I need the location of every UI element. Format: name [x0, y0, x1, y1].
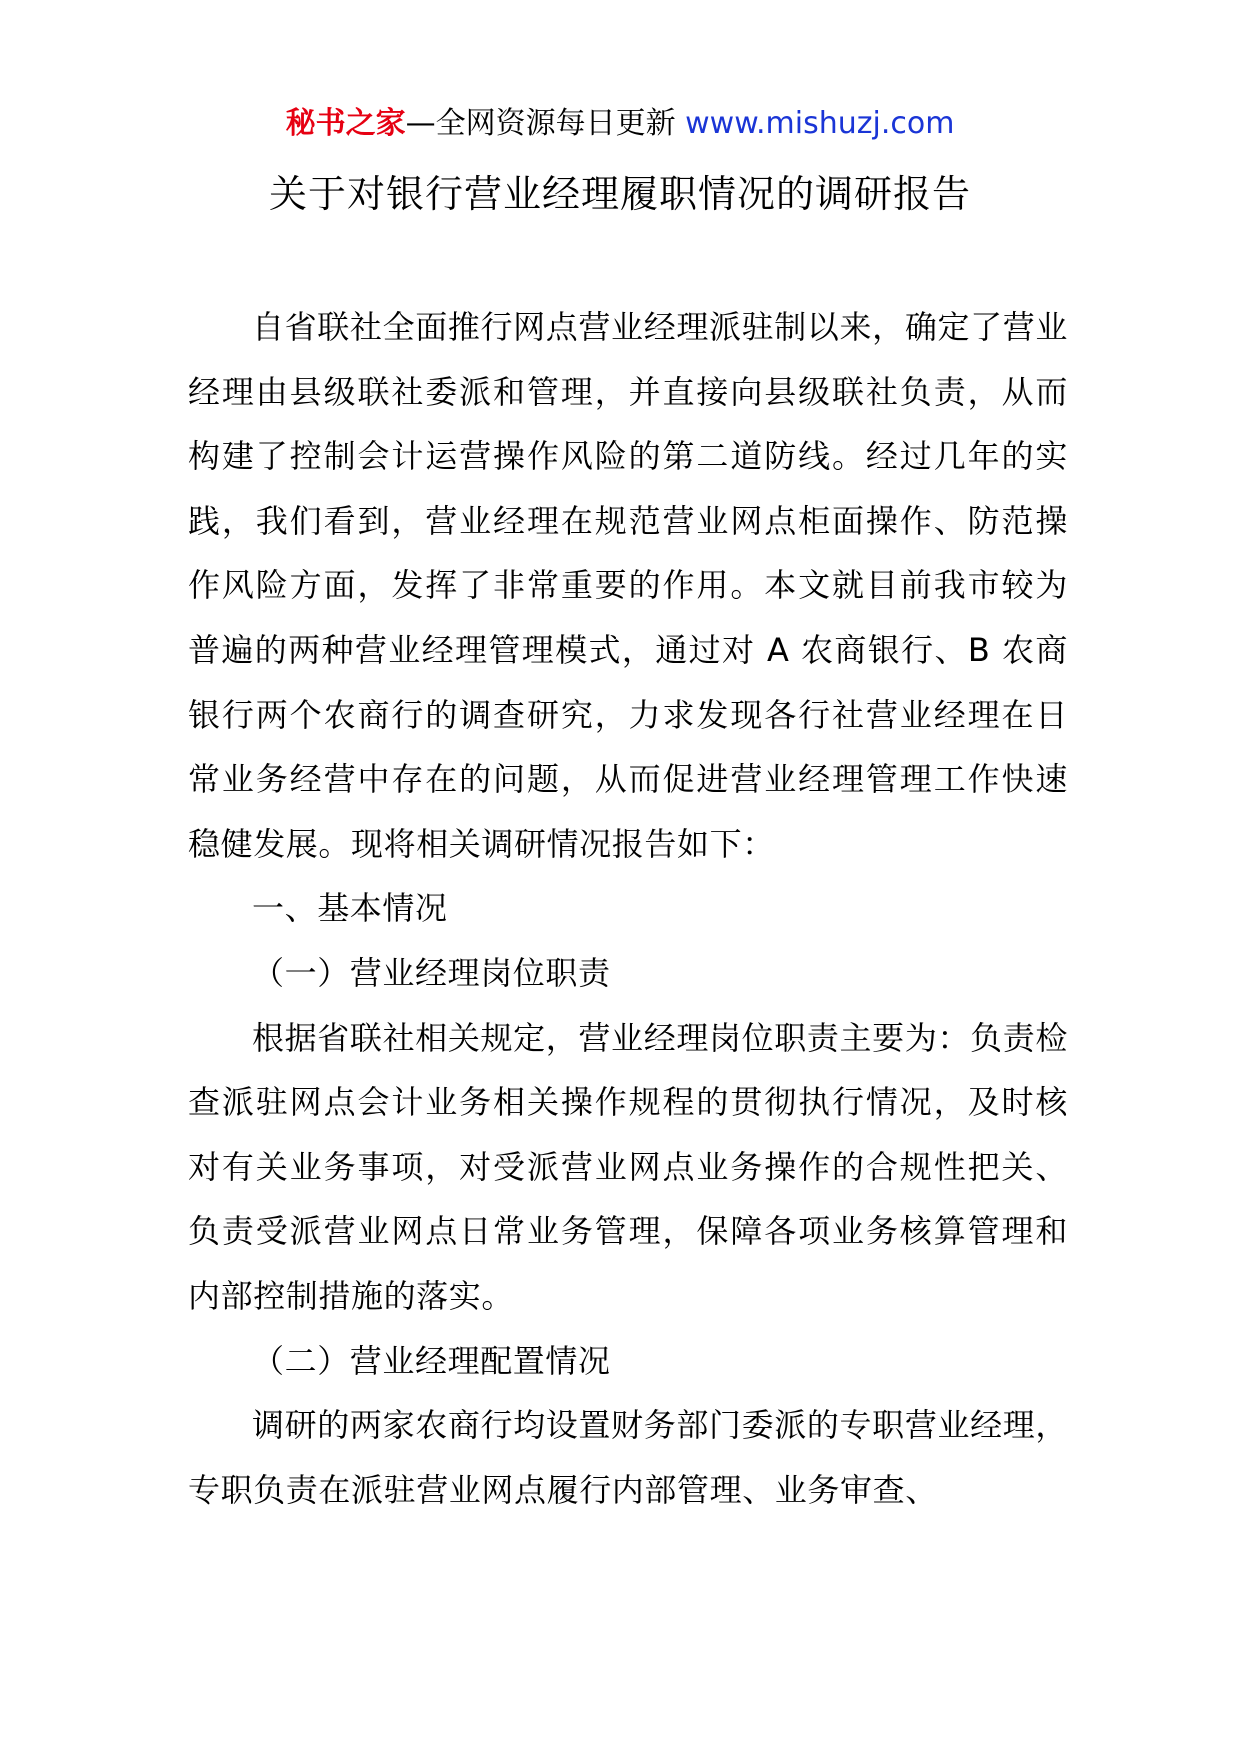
site-brand: 秘书之家	[285, 106, 406, 141]
site-url-link[interactable]: www.mishuzj.com	[685, 106, 955, 141]
staffing-paragraph: 调研的两家农商行均设置财务部门委派的专职营业经理，专职负责在派驻营业网点履行内部管理、业务审查、	[188, 1406, 1068, 1509]
section-heading-basic: 一、基本情况	[252, 889, 448, 928]
intro-paragraph: 自省联社全面推行网点营业经理派驻制以来，确定了营业经理由县级联社委派和管理，并直接向县级联社负责，从而构建了控制会计运营操作风险的第二道防线。经过几年的实践，我们看到，营业经理在规范营业网点柜面操作、防范操作风险方面，发挥了非常重要的作用。本文就目前我市较为普遍的两种营业经理管理模式，通过对 A 农商银行、B 农商银行两个农商行的调查研究，力求发现各行社营业经理在日常业务经营中存在的问题，从而促进营业经理管理工作快速稳健发展。现将相关调研情况报告如下：	[188, 308, 1068, 863]
site-header	[0, 102, 1240, 146]
document-title: 关于对银行营业经理履职情况的调研报告	[268, 172, 971, 216]
subsection-heading-staffing: （二）营业经理配置情况	[252, 1341, 611, 1380]
document-body	[188, 295, 1068, 1522]
site-tagline: —全网资源每日更新	[405, 106, 686, 141]
duties-paragraph: 根据省联社相关规定，营业经理岗位职责主要为：负责检查派驻网点会计业务相关操作规程的贯彻执行情况，及时核对有关业务事项，对受派营业网点业务操作的合规性把关、负责受派营业网点日常业务管理，保障各项业务核算管理和内部控制措施的落实。	[188, 1018, 1068, 1315]
subsection-heading-duties: （一）营业经理岗位职责	[252, 953, 611, 992]
